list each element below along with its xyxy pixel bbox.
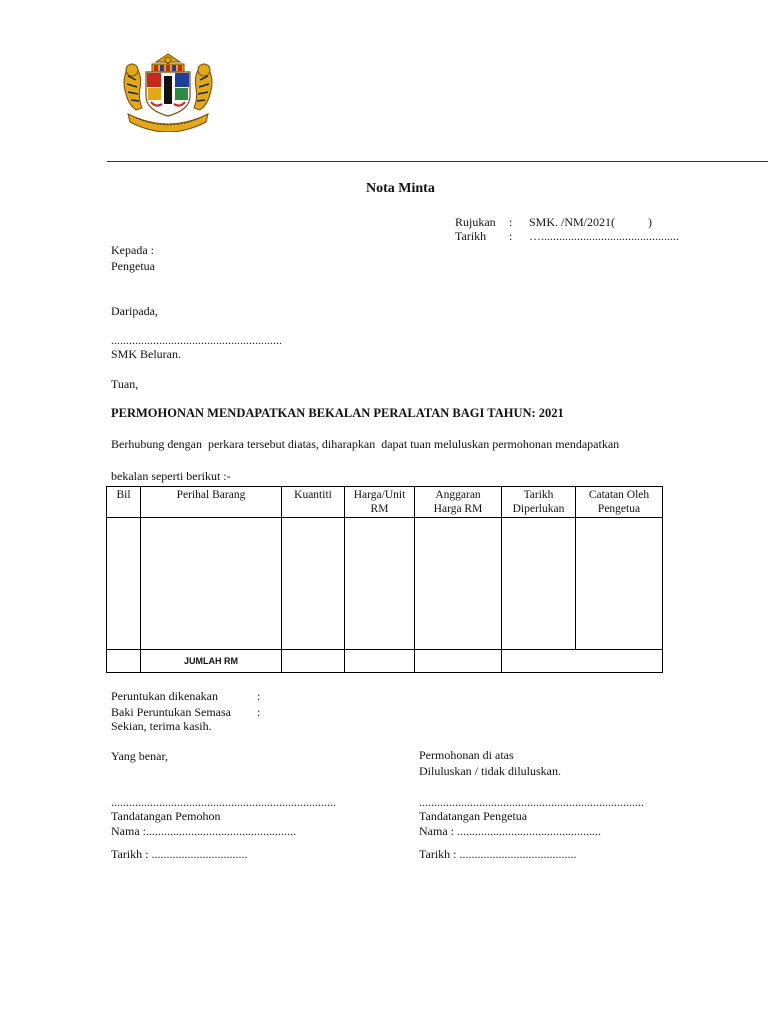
peruntukan-label: Peruntukan dikenakan bbox=[111, 689, 218, 703]
table-cell[interactable] bbox=[576, 518, 663, 650]
yang-benar-text: Yang benar, bbox=[111, 749, 168, 763]
total-label-cell bbox=[141, 650, 282, 673]
principal-signature-label: Tandatangan Pengetua bbox=[419, 809, 528, 823]
principal-date-field: Tarikh : ....................................... bbox=[419, 847, 577, 861]
table-cell[interactable] bbox=[345, 518, 415, 650]
items-table bbox=[106, 486, 663, 673]
column-header: Harga/Unit RM bbox=[345, 487, 415, 518]
daripada-label: Daripada, bbox=[111, 304, 158, 318]
closing-text: Sekian, terima kasih. bbox=[111, 719, 212, 733]
total-label: JUMLAH RM bbox=[184, 656, 238, 666]
rujukan-label: Rujukan bbox=[455, 215, 496, 229]
applicant-signature-label: Tandatangan Pemohon bbox=[111, 809, 221, 823]
baki-peruntukan-label: Baki Peruntukan Semasa bbox=[111, 705, 231, 719]
page-title: Nota Minta bbox=[366, 181, 435, 196]
table-cell[interactable] bbox=[141, 518, 282, 650]
applicant-signature-line: ........................................................................... bbox=[111, 795, 336, 809]
approval-line-1: Permohonan di atas bbox=[419, 748, 514, 762]
malaysia-coat-of-arms-logo bbox=[118, 52, 218, 132]
tarikh-value: ….............................................. bbox=[529, 229, 679, 243]
table-cell[interactable] bbox=[282, 518, 345, 650]
kepada-label: Kepada : bbox=[111, 243, 154, 257]
rujukan-value: SMK. /NM/2021( ) bbox=[529, 215, 653, 229]
salutation: Tuan, bbox=[111, 377, 139, 391]
table-cell[interactable] bbox=[502, 518, 576, 650]
table-header-row bbox=[107, 487, 663, 518]
header-divider-line bbox=[107, 161, 768, 162]
table-cell[interactable] bbox=[107, 518, 141, 650]
column-header: Perihal Barang bbox=[141, 487, 282, 518]
tarikh-label: Tarikh bbox=[455, 229, 487, 243]
rujukan-colon: : bbox=[509, 215, 513, 229]
total-kuantiti-cell[interactable] bbox=[282, 650, 345, 673]
applicant-name-field: Nama :.................................................. bbox=[111, 824, 296, 838]
peruntukan-colon: : bbox=[257, 689, 261, 703]
table-body-row bbox=[107, 518, 663, 650]
applicant-date-field: Tarikh : ................................ bbox=[111, 847, 248, 861]
total-harga-unit-cell[interactable] bbox=[345, 650, 415, 673]
principal-name-field: Nama : ................................................ bbox=[419, 824, 601, 838]
table-total-row bbox=[107, 650, 663, 673]
total-blank-cell bbox=[502, 650, 663, 673]
column-header: Bil bbox=[107, 487, 141, 518]
approval-line-2: Diluluskan / tidak diluluskan. bbox=[419, 764, 561, 778]
sender-dotted-line: ......................................................... bbox=[111, 333, 282, 347]
subject-heading: PERMOHONAN MENDAPATKAN BEKALAN PERALATAN BAGI TAHUN: 2021 bbox=[111, 406, 564, 420]
table-cell[interactable] bbox=[415, 518, 502, 650]
table-cell bbox=[107, 650, 141, 673]
school-name: SMK Beluran. bbox=[111, 347, 181, 361]
baki-colon: : bbox=[257, 705, 261, 719]
column-header: Catatan Oleh Pengetua bbox=[576, 487, 663, 518]
column-header: Tarikh Diperlukan bbox=[502, 487, 576, 518]
recipient-pengetua: Pengetua bbox=[111, 259, 155, 273]
column-header: Kuantiti bbox=[282, 487, 345, 518]
body-paragraph-line-1: Berhubung dengan perkara tersebut diatas, diharapkan dapat tuan meluluskan permohonan mendapatkan bbox=[111, 437, 620, 451]
body-paragraph-line-2: bekalan seperti berikut :- bbox=[111, 469, 231, 483]
tarikh-colon: : bbox=[509, 229, 513, 243]
principal-signature-line: ........................................................................... bbox=[419, 795, 644, 809]
column-header: Anggaran Harga RM bbox=[415, 487, 502, 518]
total-anggaran-cell[interactable] bbox=[415, 650, 502, 673]
